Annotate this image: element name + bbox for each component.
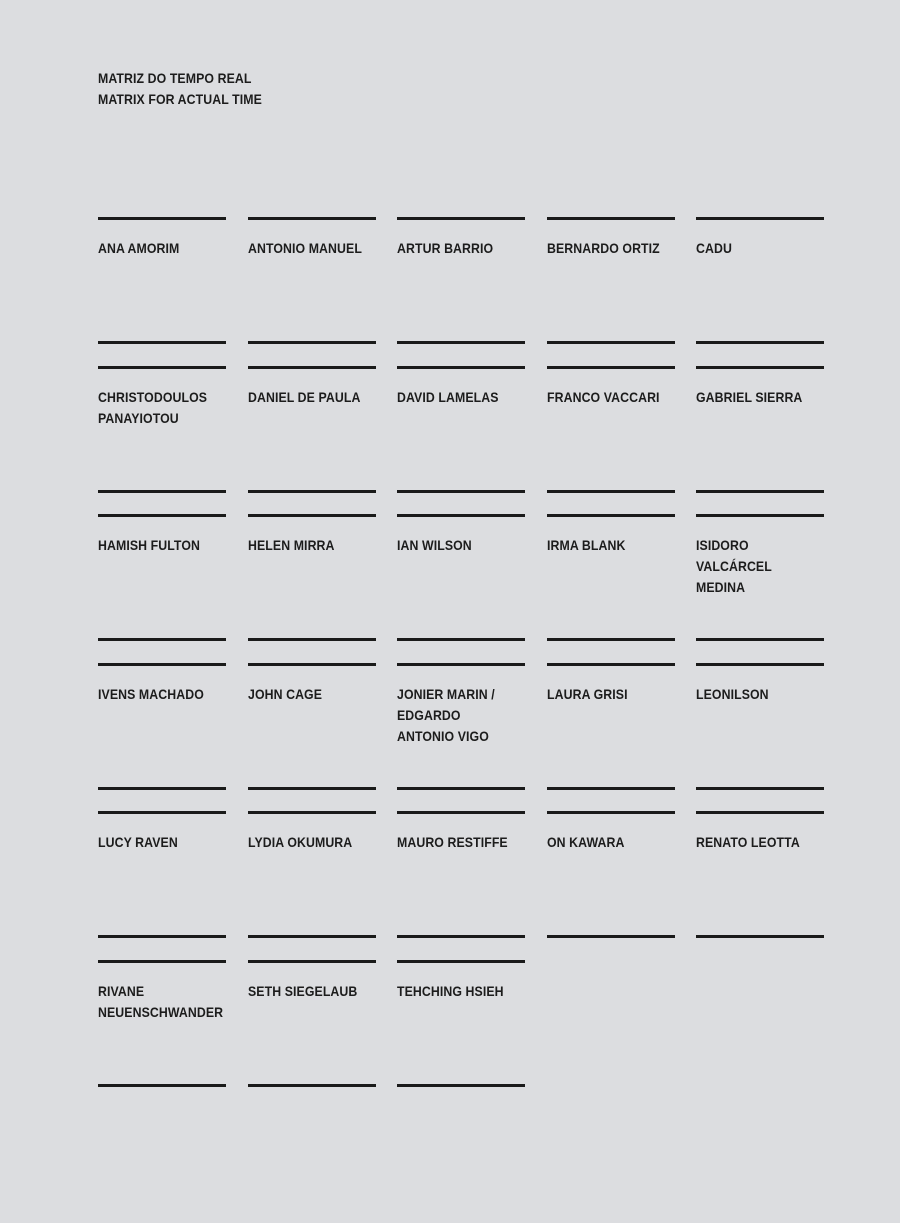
artist-cell [248,960,376,1087]
artist-name: CADU [696,240,732,256]
artist-cell [397,366,525,493]
title-english: MATRIX FOR ACTUAL TIME [98,91,262,107]
cell-top-rule [397,514,525,517]
cell-top-rule [98,663,226,666]
artist-cell [248,217,376,344]
cell-bottom-rule [547,638,675,641]
cell-bottom-rule [248,787,376,790]
artist-name: HELEN MIRRA [248,537,335,553]
cell-bottom-rule [696,935,824,938]
cell-bottom-rule [248,490,376,493]
cell-bottom-rule [98,638,226,641]
artist-name: TEHCHING HSIEH [397,983,504,999]
artist-cell [98,217,226,344]
artist-cell [98,811,226,938]
artist-cell [98,663,226,790]
cell-top-rule [98,366,226,369]
artist-name: DAVID LAMELAS [397,389,499,405]
artist-name: MAURO RESTIFFE [397,834,508,850]
cell-bottom-rule [397,490,525,493]
cell-bottom-rule [98,935,226,938]
cell-top-rule [248,811,376,814]
artist-name: JONIER MARIN / EDGARDO ANTONIO VIGO [397,686,495,744]
cell-top-rule [696,366,824,369]
cell-top-rule [547,514,675,517]
cell-bottom-rule [547,341,675,344]
artist-cell [547,514,675,641]
cell-bottom-rule [98,490,226,493]
cell-top-rule [696,514,824,517]
artist-cell [397,217,525,344]
cell-top-rule [98,217,226,220]
cell-top-rule [98,811,226,814]
cell-bottom-rule [98,787,226,790]
cell-top-rule [248,960,376,963]
cell-bottom-rule [248,1084,376,1087]
cell-top-rule [397,366,525,369]
artist-cell [696,217,824,344]
cell-bottom-rule [696,490,824,493]
artist-name: LAURA GRISI [547,686,628,702]
artist-cell [98,366,226,493]
artist-cell [248,811,376,938]
cell-bottom-rule [696,341,824,344]
artist-name: SETH SIEGELAUB [248,983,358,999]
cell-bottom-rule [397,341,525,344]
cell-bottom-rule [248,341,376,344]
artist-name: ANTONIO MANUEL [248,240,362,256]
artist-cell [696,514,824,641]
artist-name: CHRISTODOULOS PANAYIOTOU [98,389,208,426]
artist-cell [696,366,824,493]
artist-name: ARTUR BARRIO [397,240,494,256]
cell-top-rule [397,811,525,814]
artist-cell [696,663,824,790]
cell-top-rule [547,811,675,814]
cell-top-rule [696,811,824,814]
artist-cell [248,663,376,790]
artist-name: IAN WILSON [397,537,472,553]
cell-bottom-rule [248,638,376,641]
artist-name: IVENS MACHADO [98,686,204,702]
artist-cell [248,514,376,641]
cell-top-rule [98,514,226,517]
cell-bottom-rule [547,787,675,790]
artist-cell [248,366,376,493]
artist-name: ANA AMORIM [98,240,180,256]
artist-name: BERNARDO ORTIZ [547,240,660,256]
cell-top-rule [397,960,525,963]
artist-cell [547,811,675,938]
cell-bottom-rule [248,935,376,938]
artist-name: LYDIA OKUMURA [248,834,353,850]
cell-top-rule [248,663,376,666]
cell-top-rule [547,217,675,220]
artist-cell [98,960,226,1087]
artist-cell [547,366,675,493]
artist-name: DANIEL DE PAULA [248,389,361,405]
artist-name: RENATO LEOTTA [696,834,800,850]
cell-bottom-rule [98,341,226,344]
cell-bottom-rule [397,787,525,790]
artist-cell [397,514,525,641]
artist-name: IRMA BLANK [547,537,626,553]
artist-cell [547,217,675,344]
artist-name: ISIDORO VALCÁRCEL MEDINA [696,537,772,595]
cell-bottom-rule [397,935,525,938]
cell-top-rule [696,663,824,666]
cell-top-rule [98,960,226,963]
artist-name: JOHN CAGE [248,686,323,702]
cell-top-rule [397,217,525,220]
cell-bottom-rule [547,490,675,493]
cell-bottom-rule [696,638,824,641]
artist-name: LEONILSON [696,686,769,702]
artist-name: RIVANE NEUENSCHWANDER [98,983,224,1020]
artist-cell [98,514,226,641]
cell-top-rule [547,366,675,369]
cell-bottom-rule [397,1084,525,1087]
artist-name: HAMISH FULTON [98,537,200,553]
artist-cell [397,811,525,938]
artist-name: FRANCO VACCARI [547,389,660,405]
cell-bottom-rule [547,935,675,938]
cell-bottom-rule [696,787,824,790]
cell-top-rule [547,663,675,666]
cell-top-rule [248,217,376,220]
cell-top-rule [397,663,525,666]
artist-name: GABRIEL SIERRA [696,389,803,405]
cell-top-rule [248,514,376,517]
cell-top-rule [248,366,376,369]
cell-top-rule [696,217,824,220]
cell-bottom-rule [397,638,525,641]
page-header [98,68,262,110]
artist-cell [547,663,675,790]
cell-bottom-rule [98,1084,226,1087]
artist-name: LUCY RAVEN [98,834,178,850]
artist-cell [397,960,525,1087]
artist-cell [696,811,824,938]
artist-name: ON KAWARA [547,834,625,850]
artist-cell [397,663,525,790]
title-portuguese: MATRIZ DO TEMPO REAL [98,70,252,86]
